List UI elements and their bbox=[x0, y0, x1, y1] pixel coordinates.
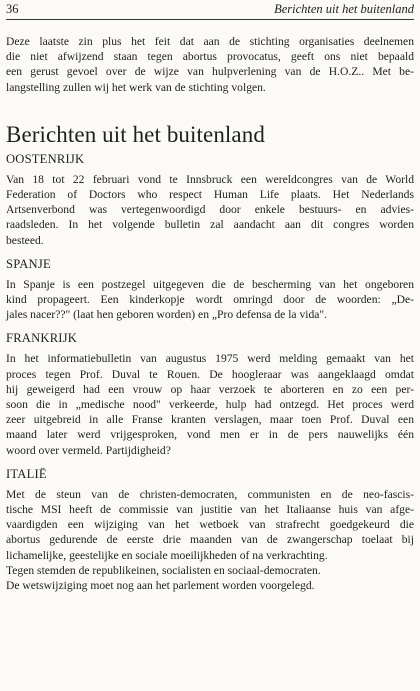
text-line: jales nacer??" (laat hen geboren worden) en „Pro defensa de la vida". bbox=[6, 308, 328, 322]
article-title: Berichten uit het buitenland bbox=[6, 121, 265, 147]
text-line: Tegen stemden de republikeinen, socialisten en sociaal-democraten. bbox=[6, 563, 321, 577]
text-line: raadsleden. In het volgende bulletin zal aandacht aan dit congres worden bbox=[6, 218, 414, 232]
text-line: Artsenverbond was vertegenwoordigd door enkele bestuurs- en advies- bbox=[6, 203, 414, 217]
section-paragraph-spanje bbox=[6, 277, 414, 323]
text-line: hij geweigerd had een vrouw op haar verzoek te aborteren en zo een per- bbox=[6, 382, 414, 396]
text-line: In het informatiebulletin van augustus 1975 werd melding gemaakt van het bbox=[6, 352, 414, 366]
text-line: vaardigden een wijziging van het wetboek van strafrecht goedgekeurd die bbox=[6, 518, 414, 532]
running-title: Berichten uit het buitenland bbox=[274, 2, 414, 16]
text-line: een gerust gevoel over de wijze van hulpverlening van de H.O.Z.. Met be- bbox=[6, 65, 414, 79]
text-line: woord over vermeld. Partijdigheid? bbox=[6, 443, 171, 457]
text-line: proces tegen Prof. Duval te Rouen. De hoogleraar was aangeklaagd omdat bbox=[6, 367, 414, 381]
section-paragraph-oostenrijk bbox=[6, 172, 414, 248]
intro-paragraph bbox=[6, 34, 414, 95]
text-line: kind propageert. Een kinderkopje wordt omringd door de woorden: „De- bbox=[6, 293, 414, 307]
page-number: 36 bbox=[6, 2, 19, 16]
text-line: Federation of Doctors who respect Human Life plaats. Het Nederlands bbox=[6, 188, 414, 202]
section-heading-frankrijk: FRANKRIJK bbox=[6, 331, 78, 346]
text-line: abortus gedurende de eerste drie maanden van de zwangerschap toelaat bij bbox=[6, 533, 414, 547]
text-line: lichamelijke, geestelijke en sociale moeilijkheden of na verkrachting. bbox=[6, 548, 328, 562]
text-line: Deze laatste zin plus het feit dat aan de stichting organisaties deelnemen bbox=[6, 35, 414, 48]
text-line: De wetswijziging moet nog aan het parlement worden voorgelegd. bbox=[6, 579, 315, 593]
text-line: soon die in „medische nood" verkeerde, hulp had ontzegd. Het proces werd bbox=[6, 398, 414, 412]
section-heading-oostenrijk: OOSTENRIJK bbox=[6, 151, 85, 166]
text-line: zeer uitgebreid in alle Franse kranten verslagen, maar toen Prof. Duval een bbox=[6, 413, 414, 427]
text-line: langstelling zullen wij het werk van de stichting volgen. bbox=[6, 80, 266, 94]
text-line: die niet afwijzend staan tegen abortus provocatus, geeft ons niet bepaald bbox=[6, 50, 414, 64]
text-line: besteed. bbox=[6, 233, 44, 247]
section-heading-italie: ITALIË bbox=[6, 466, 47, 481]
text-line: maand later werd vrijgesproken, vond men er in de pers nauwelijks één bbox=[6, 428, 414, 442]
section-heading-spanje: SPANJE bbox=[6, 256, 51, 271]
running-head bbox=[6, 0, 414, 20]
text-line: tische MSI heeft de commissie van justitie van het Italiaanse huis van afge- bbox=[6, 503, 414, 517]
section-paragraph-frankrijk bbox=[6, 351, 414, 457]
text-line: Met de steun van de christen-democraten, communisten en de neo-fascis- bbox=[6, 487, 414, 501]
text-line: In Spanje is een postzegel uitgegeven die de bescherming van het ongeboren bbox=[6, 277, 414, 291]
section-paragraph-italie bbox=[6, 487, 414, 593]
text-line: Van 18 tot 22 februari vond te Innsbruck een wereldcongres van de World bbox=[6, 172, 414, 186]
